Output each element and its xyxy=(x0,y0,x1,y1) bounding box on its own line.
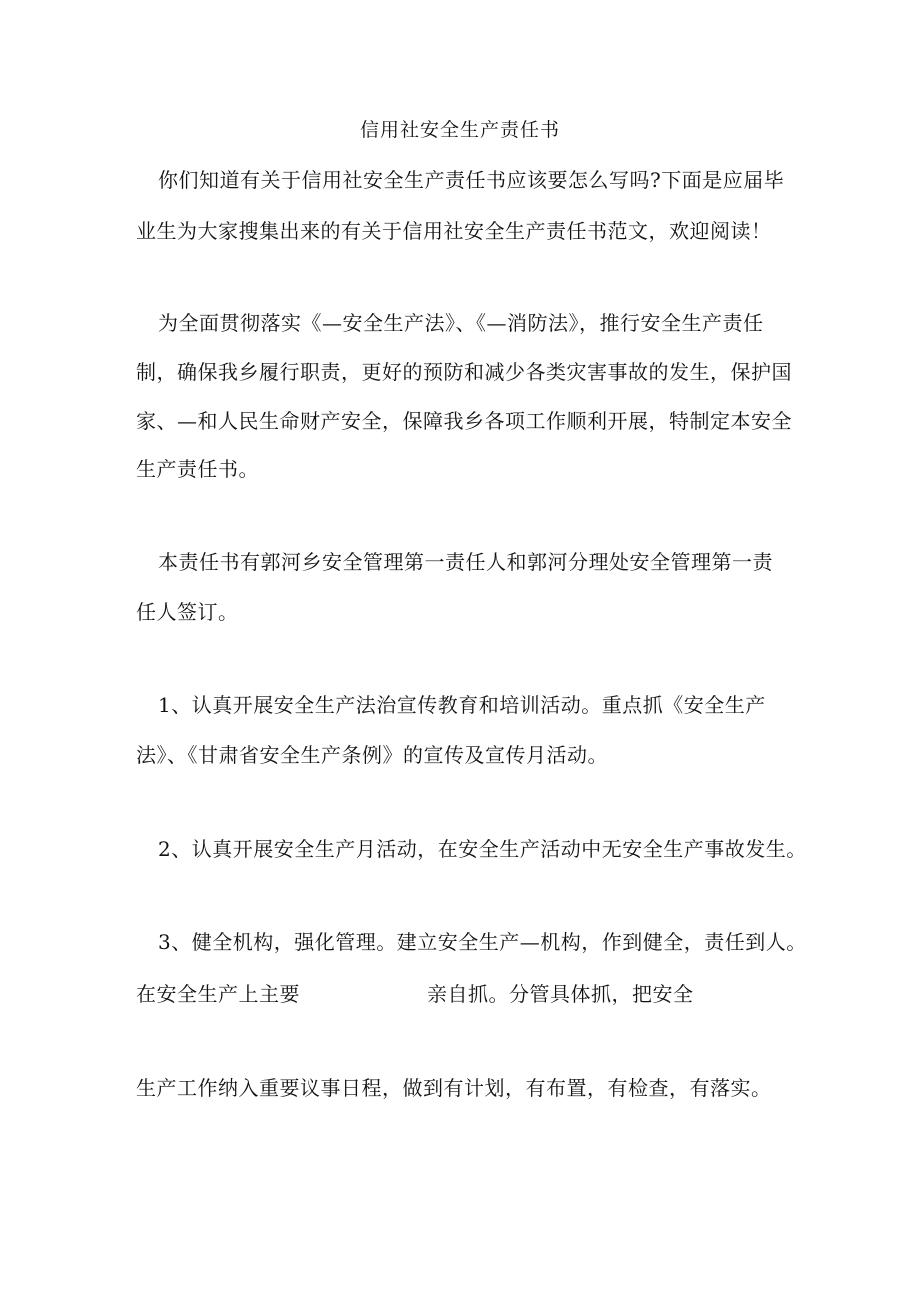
para1-line-1: 为全面贯彻落实《—安全生产法》、《—消防法》，推行安全生产责任 xyxy=(158,311,764,335)
para1-line-3: 家、—和人民生命财产安全，保障我乡各项工作顺利开展，特制定本安全 xyxy=(136,409,792,433)
document-title: 信用社安全生产责任书 xyxy=(359,119,560,141)
item2-line-1: 2、认真开展安全生产月活动，在安全生产活动中无安全生产事故发生。 xyxy=(158,837,807,861)
item3-line-1: 3、健全机构，强化管理。建立安全生产—机构，作到健全，责任到人。 xyxy=(158,930,807,954)
para1-line-2: 制，确保我乡履行职责，更好的预防和减少各类灾害事故的发生，保护国 xyxy=(136,360,792,384)
intro-line-2: 业生为大家搜集出来的有关于信用社安全生产责任书范文，欢迎阅读！ xyxy=(136,219,772,243)
item1-line-2: 法》、《甘肃省安全生产条例》的宣传及宣传月活动。 xyxy=(136,743,608,767)
intro-line-1: 你们知道有关于信用社安全生产责任书应该要怎么写吗?下面是应届毕 xyxy=(158,168,785,192)
item3-line-2-part1: 在安全生产上主要 xyxy=(136,982,300,1006)
para2-line-2: 任人签订。 xyxy=(136,600,239,624)
item1-line-1: 1、认真开展安全生产法治宣传教育和培训活动。重点抓《安全生产 xyxy=(158,693,766,717)
item3-line-2 xyxy=(136,979,776,1009)
para1-line-4: 生产责任书。 xyxy=(136,457,259,481)
item3-line-3: 生产工作纳入重要议事日程，做到有计划，有布置，有检查，有落实。 xyxy=(136,1076,772,1100)
para2-line-1: 本责任书有郭河乡安全管理第一责任人和郭河分理处安全管理第一责 xyxy=(158,550,773,574)
item3-line-2-part2: 亲自抓。分管具体抓，把安全 xyxy=(427,982,694,1006)
